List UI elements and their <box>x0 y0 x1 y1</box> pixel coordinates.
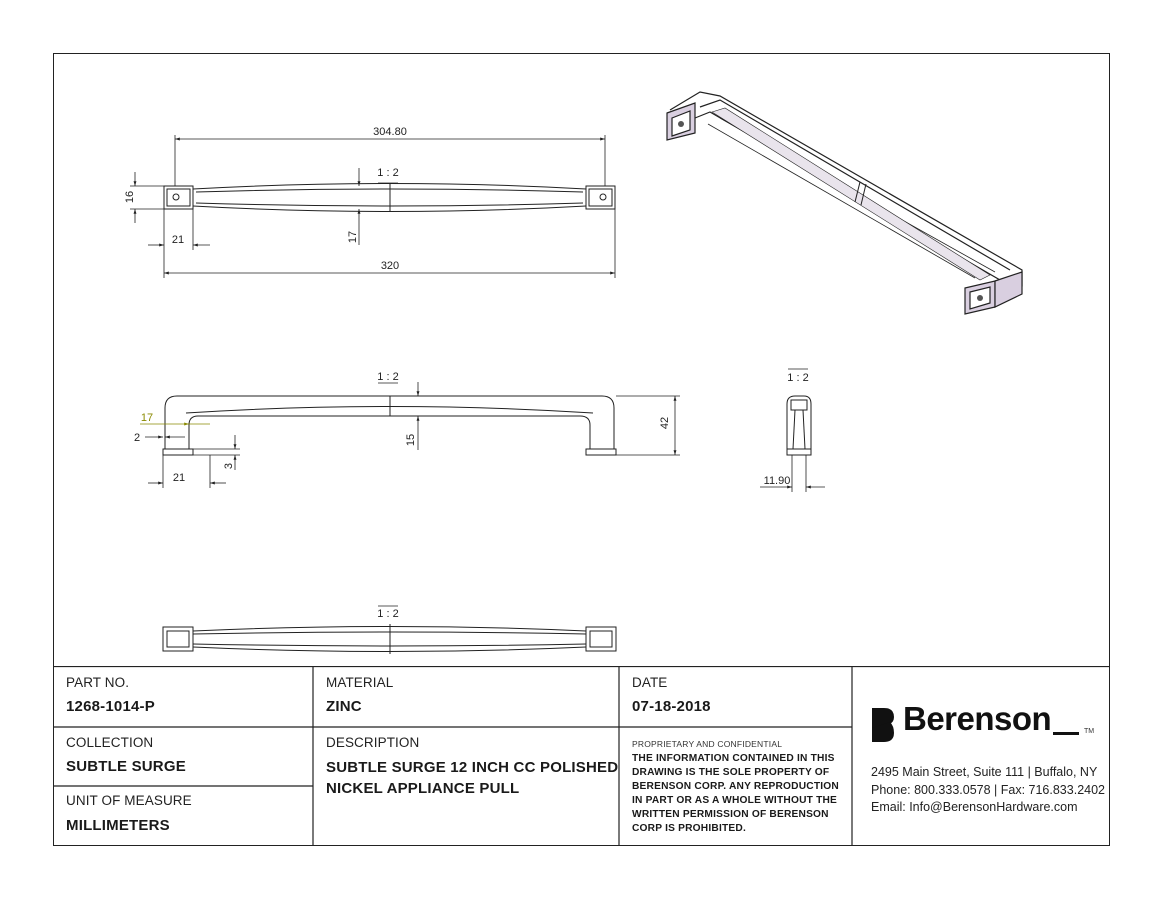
proprietary-heading: PROPRIETARY AND CONFIDENTIAL <box>632 739 783 749</box>
top-view <box>164 183 615 212</box>
dim-side-2: 2 <box>133 432 141 444</box>
dim-side-17: 17 <box>140 412 154 424</box>
email-line: Email: Info@BerensonHardware.com <box>871 800 1078 814</box>
phone-line: Phone: 800.333.0578 | Fax: 716.833.2402 <box>871 783 1105 797</box>
part-no-label: PART NO. <box>66 675 130 690</box>
proprietary-text: THE INFORMATION CONTAINED IN THIS DRAWING IS THE SOLE PROPERTY OF BERENSON CORP. ANY REPRODUCTION IN PART OR AS A WHOLE WITHOUT THE WRITTEN PERMISSION OF BERENSON CORP IS PROHIBITED. <box>632 753 839 834</box>
date-label: DATE <box>632 675 668 690</box>
trademark: TM <box>1084 728 1095 735</box>
scale-label-top: 1 : 2 <box>377 167 399 179</box>
date-value: 07-18-2018 <box>632 698 711 715</box>
side-view <box>163 396 616 455</box>
isometric-render <box>667 92 1022 314</box>
title-block <box>53 666 1110 846</box>
scale-label-end: 1 : 2 <box>787 372 809 384</box>
berenson-logo-icon <box>870 706 896 744</box>
dim-top-thickness: 17 <box>347 230 359 244</box>
description-label: DESCRIPTION <box>326 735 420 750</box>
dim-side-height: 42 <box>659 416 671 430</box>
scale-label-side: 1 : 2 <box>377 371 399 383</box>
end-view <box>787 396 811 455</box>
description-value: SUBTLE SURGE 12 INCH CC POLISHED NICKEL APPLIANCE PULL <box>326 759 619 797</box>
bottom-view <box>163 624 616 654</box>
scale-label-bottom: 1 : 2 <box>377 608 399 620</box>
uom-label: UNIT OF MEASURE <box>66 793 192 808</box>
uom-value: MILLIMETERS <box>66 817 170 834</box>
dim-top-height: 16 <box>124 190 136 204</box>
material-value: ZINC <box>326 698 362 715</box>
dim-top-foot: 21 <box>171 234 185 246</box>
dim-side-21: 21 <box>172 472 186 484</box>
collection-label: COLLECTION <box>66 735 154 750</box>
brand-underline <box>1053 732 1079 735</box>
dim-side-3: 3 <box>223 462 235 470</box>
dim-end-width: 11.90 <box>763 475 791 487</box>
dim-side-inner: 15 <box>405 433 417 447</box>
part-no-value: 1268-1014-P <box>66 698 155 715</box>
dim-top-cc: 304.80 <box>373 126 407 138</box>
address-line: 2495 Main Street, Suite 111 | Buffalo, NY <box>871 765 1098 779</box>
dim-top-overall: 320 <box>380 260 400 272</box>
brand-name: Berenson <box>903 700 1052 737</box>
material-label: MATERIAL <box>326 675 394 690</box>
collection-value: SUBTLE SURGE <box>66 758 186 775</box>
